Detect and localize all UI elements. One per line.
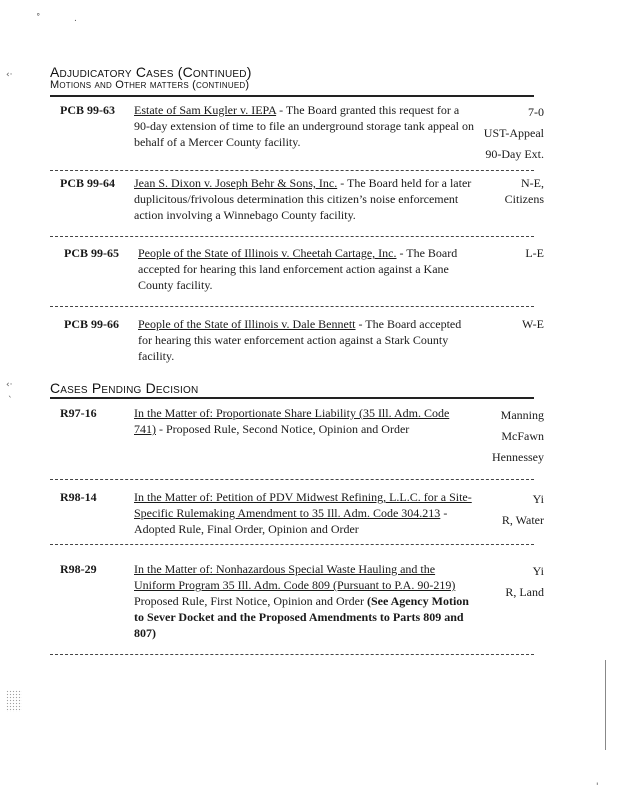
section-heading-pending: Cases Pending Decision: [50, 380, 199, 396]
vote-line: McFawn: [501, 429, 544, 443]
scan-speck: ‹·: [6, 70, 13, 80]
case-title: Estate of Sam Kugler v. IEPA: [134, 103, 277, 117]
vote-line: Yi: [532, 492, 544, 506]
case-number: R97-16: [60, 406, 97, 420]
case-row: [50, 489, 550, 545]
case-vote: [464, 405, 544, 468]
case-description: [134, 405, 474, 437]
scan-dot-cluster: [6, 690, 22, 712]
vote-line: Yi: [532, 564, 544, 578]
scan-speck: ‹·: [6, 380, 13, 390]
case-description: [134, 561, 474, 641]
case-description: [134, 175, 474, 223]
case-divider: [50, 544, 534, 545]
vote-line: N-E,: [521, 176, 544, 190]
case-text: Proposed Rule, First Notice, Opinion and Order: [134, 594, 367, 608]
case-text: - The Board accepted for hearing this land enforcement action against a Kane County facility.: [138, 246, 458, 292]
vote-line: 90-Day Ext.: [485, 147, 544, 161]
vote-line: L-E: [525, 246, 544, 260]
case-vote: [464, 245, 544, 261]
case-row: [50, 405, 550, 475]
case-text: - The Board accepted for hearing this water enforcement action against a Stark County facility.: [138, 317, 462, 363]
case-text: - Proposed Rule, Second Notice, Opinion and Order: [156, 422, 410, 436]
section-heading-adjudicatory: Adjudicatory Cases (Continued): [50, 64, 252, 80]
case-vote: [464, 489, 544, 531]
case-number: PCB 99-65: [64, 246, 119, 260]
case-vote: [464, 102, 544, 165]
case-bold-note: (See Agency Motion to Sever Docket and the Proposed Amendments to Parts 809 and 807): [134, 594, 469, 640]
scan-edge-mark: [605, 660, 606, 750]
case-row: [50, 561, 550, 641]
case-divider: [50, 654, 534, 655]
section-rule: [50, 397, 534, 399]
case-vote: [464, 175, 544, 207]
case-vote: [464, 561, 544, 603]
scan-speck: .: [74, 14, 77, 24]
case-description: [134, 489, 474, 537]
case-number: PCB 99-66: [64, 317, 119, 331]
case-text: - The Board held for a later duplicitous/frivolous determination this citizen’s noise enforcement action involving a Winnebago County facility.: [134, 176, 472, 222]
case-row: [50, 316, 550, 366]
case-title: In the Matter of: Proportionate Share Liability (35 Ill. Adm. Code 741): [134, 406, 450, 436]
vote-line: Hennessey: [492, 450, 544, 464]
vote-line: UST-Appeal: [483, 126, 544, 140]
case-divider: [50, 479, 534, 480]
case-divider: [50, 306, 534, 307]
section-rule: [50, 95, 534, 97]
case-description: [134, 102, 474, 150]
vote-line: Citizens: [504, 192, 544, 206]
case-title: In the Matter of: Nonhazardous Special Waste Hauling and the Uniform Program 35 Ill. Adm. Code 809 (Pursuant to P.A. 90-219): [134, 562, 456, 592]
vote-line: R, Water: [501, 513, 544, 527]
case-title: Jean S. Dixon v. Joseph Behr & Sons, Inc.: [134, 176, 338, 190]
case-row: [50, 102, 550, 172]
case-description: [138, 245, 478, 293]
scan-speck: ': [596, 782, 599, 792]
vote-line: 7-0: [528, 105, 544, 119]
case-row: [50, 175, 550, 225]
case-text: - The Board granted this request for a 90-day extension of time to file an underground storage tank appeal on behalf of a Mercer County facility.: [134, 103, 475, 149]
scan-speck: `: [8, 396, 13, 406]
case-number: R98-14: [60, 490, 97, 504]
case-title: People of the State of Illinois v. Dale Bennett: [138, 317, 356, 331]
case-title: People of the State of Illinois v. Cheetah Cartage, Inc.: [138, 246, 397, 260]
vote-line: R, Land: [505, 585, 544, 599]
case-number: R98-29: [60, 562, 97, 576]
case-number: PCB 99-63: [60, 103, 115, 117]
subsection-heading-motions: Motions and Other matters (continued): [50, 79, 250, 91]
case-title: In the Matter of: Petition of PDV Midwest Refining, L.L.C. for a Site-Specific Rulemaking Amendment to 35 Ill. Adm. Code 304.213: [134, 490, 472, 520]
case-number: PCB 99-64: [60, 176, 115, 190]
case-text: - Adopted Rule, Final Order, Opinion and Order: [134, 506, 448, 536]
scan-speck: ˚: [36, 14, 41, 24]
vote-line: W-E: [522, 317, 544, 331]
case-description: [138, 316, 478, 364]
case-row: [50, 245, 550, 295]
case-vote: [464, 316, 544, 332]
vote-line: Manning: [500, 408, 544, 422]
case-divider: [50, 170, 534, 171]
case-divider: [50, 236, 534, 237]
